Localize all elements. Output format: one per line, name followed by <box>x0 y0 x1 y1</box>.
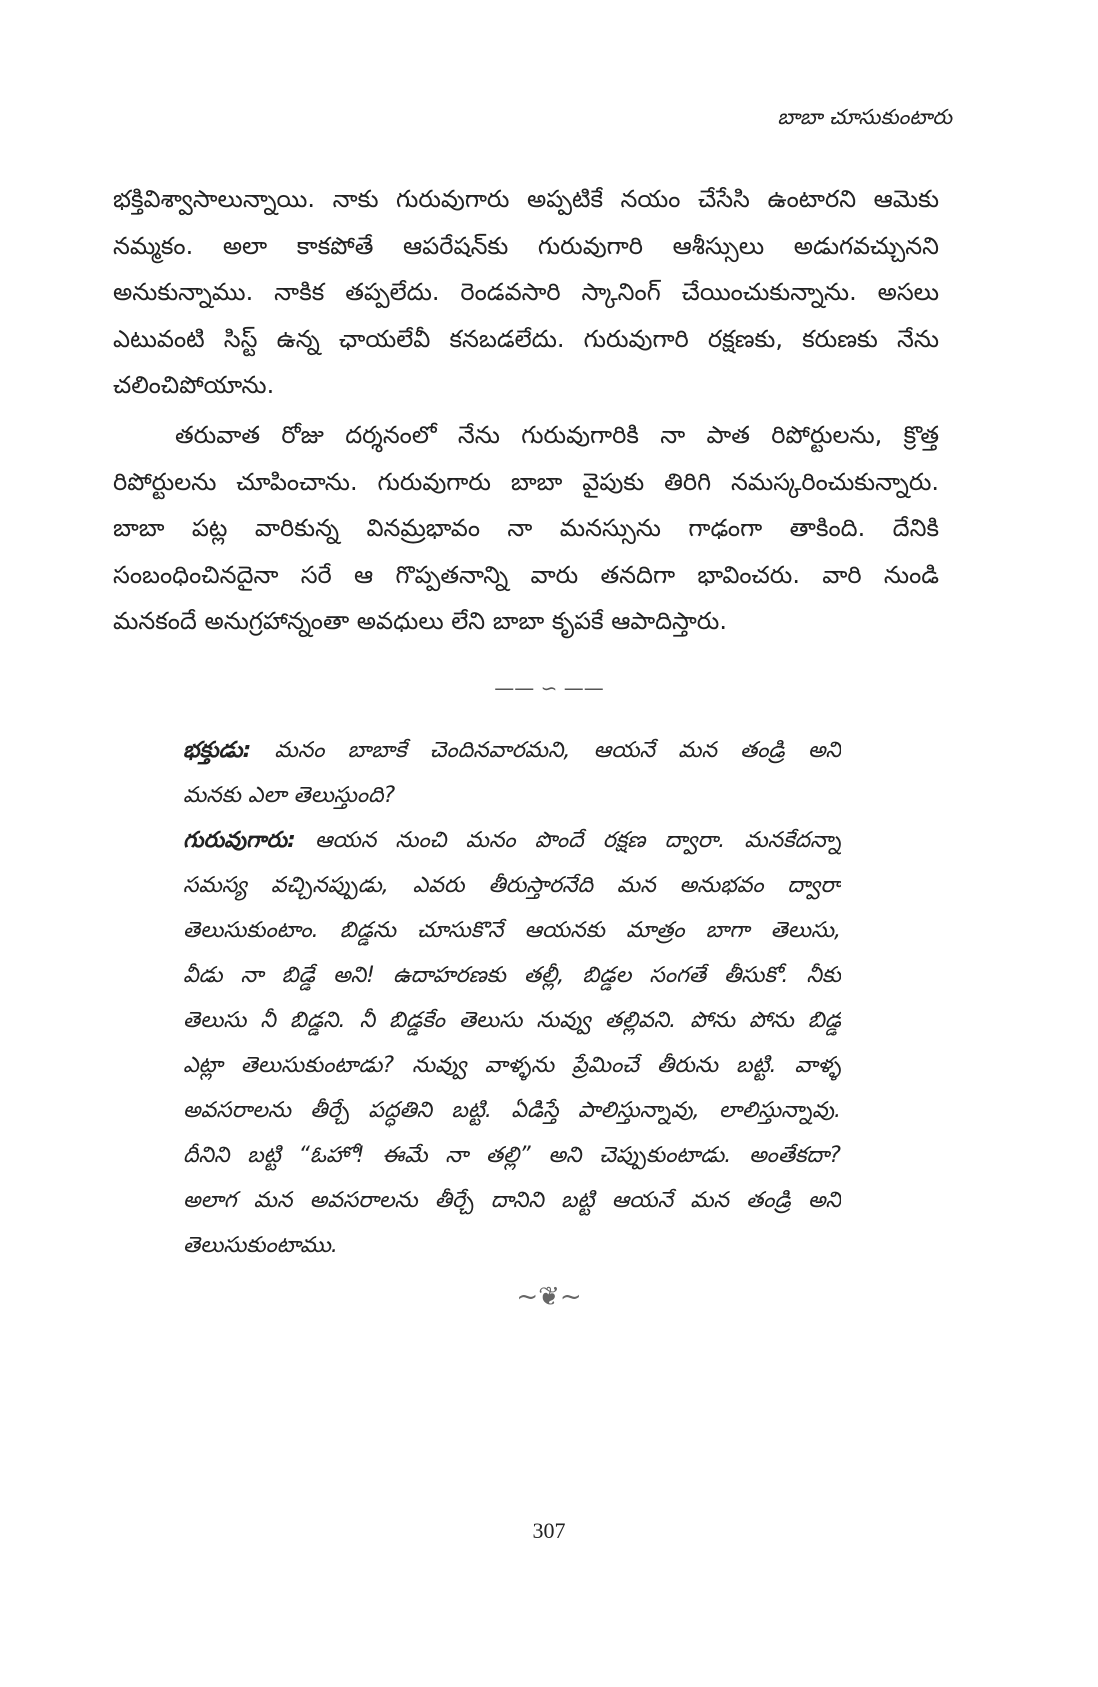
dialogue-line: ఎట్లా తెలుసుకుంటాడు? నువ్వు వాళ్ళను ప్రేమించే తీరును బట్టి. వాళ్ళ <box>183 1053 841 1078</box>
answer-text: ఆయన నుంచి మనం పొందే రక్షణ ద్వారా. మనకేదన్నా <box>314 828 841 853</box>
text-line: చలించిపోయాను. <box>113 371 275 399</box>
text-line: నమ్మకం. అలా కాకపోతే ఆపరేషన్‌కు గురువుగారి ఆశీస్సులు అడుగవచ్చునని <box>113 231 939 260</box>
dialogue-line: దీనిని బట్టి “ఓహో! ఈమే నా తల్లి” అని చెప్పుకుంటాడు. అంతేకదా? <box>183 1143 841 1168</box>
dialogue-line <box>183 728 841 773</box>
page-number: 307 <box>532 1518 566 1543</box>
text-line: మనకందే అనుగ్రహాన్నంతా అవధులు లేని బాబా కృపకే ఆపాదిస్తారు. <box>113 607 727 635</box>
question-text: మనం బాబాకే చెందినవారమని, ఆయనే మన తండ్రి అని <box>274 738 841 763</box>
speaker-devotee: భక్తుడు: <box>183 738 252 763</box>
dialogue-line <box>183 818 841 863</box>
section-divider-ornament: —— ∽ —— <box>494 676 604 700</box>
paragraph-2 <box>113 412 939 645</box>
text-line: బాబా పట్ల వారికున్న వినమ్రభావం నా మనస్సును గాఢంగా తాకింది. దేనికి <box>113 514 939 542</box>
dialogue-line: తెలుసుకుంటాము. <box>183 1233 338 1258</box>
dialogue-line: సమస్య వచ్చినప్పుడు, ఎవరు తీరుస్తారనేది మన అనుభవం ద్వారా <box>183 873 841 898</box>
end-ornament: ~❦~ <box>516 1282 582 1312</box>
dialogue-line: మనకు ఎలా తెలుస్తుంది? <box>183 783 396 808</box>
speaker-guru: గురువుగారు: <box>183 828 296 853</box>
text-line: ఎటువంటి సిస్ట్ ఉన్న ఛాయలేవీ కనబడలేదు. గురువుగారి రక్షణకు, కరుణకు నేను <box>113 324 939 353</box>
dialogue-line: తెలుసు నీ బిడ్డని. నీ బిడ్డకేం తెలుసు నువ్వు తల్లివని. పోను పోను బిడ్డ <box>183 1008 841 1033</box>
dialogue-line: అలాగ మన అవసరాలను తీర్చే దానిని బట్టి ఆయనే మన తండ్రి అని <box>183 1188 841 1213</box>
text-line: సంబంధించినదైనా సరే ఆ గొప్పతనాన్ని వారు తనదిగా భావించరు. వారి నుండి <box>113 560 939 589</box>
text-line: భక్తివిశ్వాసాలున్నాయి. నాకు గురువుగారు అప్పటికే నయం చేసేసి ఉంటారని ఆమెకు <box>113 185 939 213</box>
text-line: రిపోర్టులను చూపించాను. గురువుగారు బాబా వైపుకు తిరిగి నమస్కరించుకున్నారు. <box>113 467 939 496</box>
dialogue-line: వీడు నా బిడ్డే అని! ఉదాహరణకు తల్లీ, బిడ్డల సంగతే తీసుకో. నీకు <box>183 963 841 988</box>
dialogue-block <box>183 728 841 1268</box>
dialogue-line: తెలుసుకుంటాం. బిడ్డను చూసుకొనే ఆయనకు మాత్రం బాగా తెలుసు, <box>183 918 841 943</box>
text-line: అనుకున్నాము. నాకిక తప్పలేదు. రెండవసారి స్కానింగ్ చేయించుకున్నాను. అసలు <box>113 278 939 306</box>
text-line: తరువాత రోజు దర్శనంలో నేను గురువుగారికి నా పాత రిపోర్టులను, క్రొత్త <box>175 421 939 449</box>
running-head: బాబా చూసుకుంటారు <box>777 105 952 129</box>
paragraph-1 <box>113 176 939 409</box>
dialogue-line: అవసరాలను తీర్చే పద్ధతిని బట్టి. ఏడిస్తే పాలిస్తున్నావు, లాలిస్తున్నావు. <box>183 1098 841 1123</box>
